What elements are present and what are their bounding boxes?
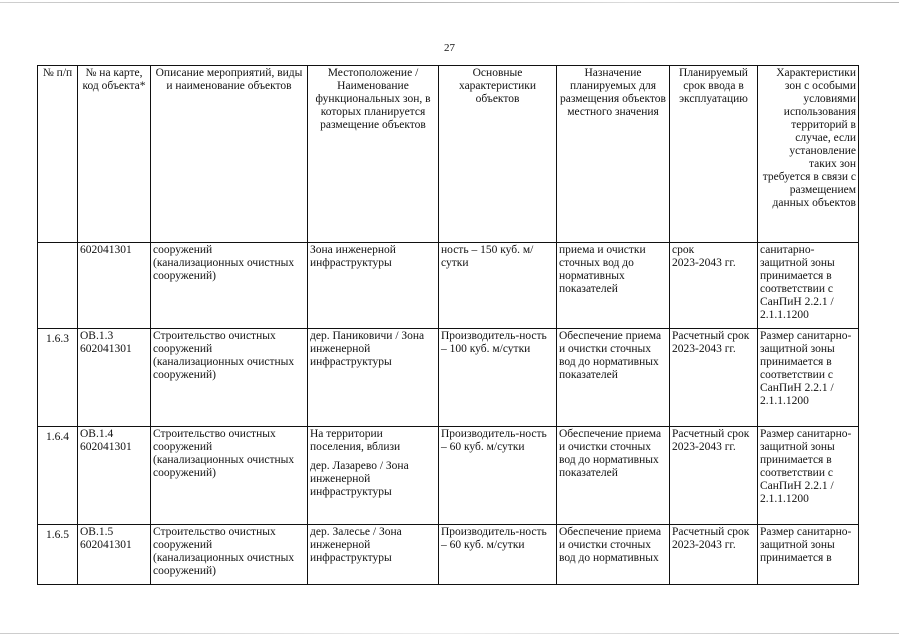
term-label: Расчетный срок (672, 330, 750, 342)
term-label: Расчетный срок (672, 428, 750, 440)
cell-location (308, 427, 439, 525)
table-row (38, 427, 859, 525)
map-code: ОВ.1.5 (80, 526, 114, 538)
term-label: срок (672, 244, 695, 256)
cell-num: 1.6.4 (38, 427, 78, 525)
cell-num: 1.6.5 (38, 525, 78, 585)
cell-zones: Размер санитарно-защитной зоны принимается в соответствии с СанПиН 2.2.1 / 2.1.1.1200 (758, 427, 859, 525)
cell-purpose: Обеспечение приема и очистки сточных вод до нормативных показателей (557, 329, 670, 427)
header-characteristics: Основные характеристики объектов (439, 66, 557, 243)
term-years: 2023-2043 гг. (672, 539, 736, 551)
location-line: На территории поселения, вблизи (310, 428, 401, 453)
cell-map-code (78, 525, 151, 585)
cell-term (670, 525, 758, 585)
cell-description: Строительство очистных сооружений (канализационных очистных сооружений) (151, 329, 308, 427)
header-zones: Характеристики зон с особыми условиями использования территорий в случае, если установление таких зон требуется в связи с размещением данных объектов (758, 66, 859, 243)
cell-term (670, 243, 758, 329)
table-row (38, 243, 859, 329)
cell-purpose: приема и очистки сточных вод до нормативных показателей (557, 243, 670, 329)
table-row (38, 525, 859, 585)
object-code: 602041301 (80, 343, 132, 355)
cell-description: Строительство очистных сооружений (канализационных очистных сооружений) (151, 525, 308, 585)
cell-characteristics: Производитель-ность – 60 куб. м/сутки (439, 427, 557, 525)
header-location: Местоположение / Наименование функциональных зон, в которых планируется размещение объектов (308, 66, 439, 243)
object-code: 602041301 (80, 441, 132, 453)
cell-map-code (78, 427, 151, 525)
cell-term (670, 329, 758, 427)
cell-zones: Размер санитарно-защитной зоны принимается в соответствии с СанПиН 2.2.1 / 2.1.1.1200 (758, 329, 859, 427)
cell-zones: санитарно-защитной зоны принимается в соответствии с СанПиН 2.2.1 / 2.1.1.1200 (758, 243, 859, 329)
header-purpose: Назначение планируемых для размещения объектов местного значения (557, 66, 670, 243)
location-line: дер. Паниковичи / Зона инженерной инфраструктуры (310, 330, 425, 368)
cell-purpose: Обеспечение приема и очистки сточных вод до нормативных (557, 525, 670, 585)
term-years: 2023-2043 гг. (672, 257, 736, 269)
cell-description: сооружений (канализационных очистных сооружений) (151, 243, 308, 329)
cell-purpose: Обеспечение приема и очистки сточных вод до нормативных показателей (557, 427, 670, 525)
term-years: 2023-2043 гг. (672, 343, 736, 355)
cell-num (38, 243, 78, 329)
location-line: дер. Залесье / Зона инженерной инфраструктуры (310, 526, 402, 564)
header-description: Описание мероприятий, виды и наименование объектов (151, 66, 308, 243)
term-years: 2023-2043 гг. (672, 441, 736, 453)
cell-map-code (78, 243, 151, 329)
cell-map-code (78, 329, 151, 427)
cell-characteristics: ность – 150 куб. м/сутки (439, 243, 557, 329)
object-code: 602041301 (80, 244, 132, 256)
scan-edge-top (0, 2, 899, 3)
cell-location (308, 525, 439, 585)
map-code: ОВ.1.4 (80, 428, 114, 440)
cell-num: 1.6.3 (38, 329, 78, 427)
location-line: Зона инженерной инфраструктуры (310, 244, 396, 269)
cell-term (670, 427, 758, 525)
cell-characteristics: Производитель-ность – 60 куб. м/сутки (439, 525, 557, 585)
object-code: 602041301 (80, 539, 132, 551)
table-row (38, 329, 859, 427)
cell-location (308, 329, 439, 427)
cell-location (308, 243, 439, 329)
cell-zones: Размер санитарно-защитной зоны принимается в (758, 525, 859, 585)
header-term: Планируемый срок ввода в эксплуатацию (670, 66, 758, 243)
table-header-row (38, 66, 859, 243)
cell-description: Строительство очистных сооружений (канализационных очистных сооружений) (151, 427, 308, 525)
page-number: 27 (444, 42, 455, 54)
header-map-code: № на карте, код объекта* (78, 66, 151, 243)
header-num: № п/п (38, 66, 78, 243)
location-zone: дер. Лазарево / Зона инженерной инфраструктуры (310, 460, 409, 498)
map-code: ОВ.1.3 (80, 330, 114, 342)
term-label: Расчетный срок (672, 526, 750, 538)
cell-characteristics: Производитель-ность – 100 куб. м/сутки (439, 329, 557, 427)
objects-table (37, 65, 859, 585)
scan-edge-bottom (0, 633, 899, 634)
